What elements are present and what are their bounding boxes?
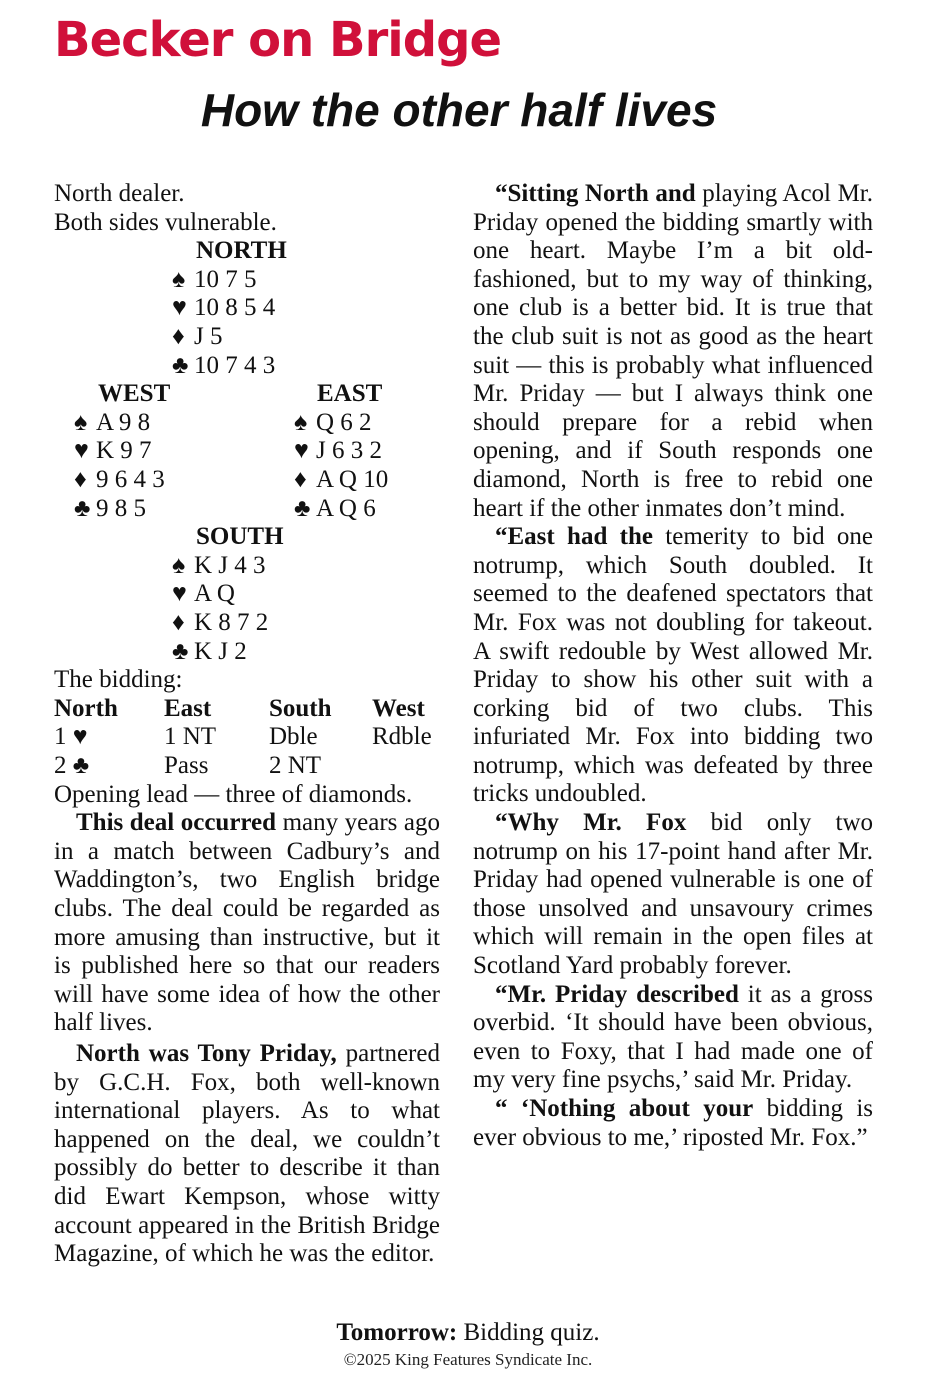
dealer-line: North dealer. [54,180,185,207]
paragraph-text: it as a gross overbid. ‘It should have been obvious, even to Foxy, that I had made one of my very fine psychs,’ said Mr. Priday. [473,980,873,1094]
diamond-icon: ♦ [172,608,185,636]
tomorrow-text: Bidding quiz. [457,1319,600,1346]
paragraph-text: bid only two notrump on his 17-point hand after Mr. Priday had opened vulnerable is one of those unsolved and unsavoury crimes which will remain in the open files at Scotland Yard probably forever. [473,809,873,980]
east-hearts: ♥ J 6 3 2 [294,437,382,465]
right-column [473,180,873,1152]
heart-icon: ♥ [172,580,187,608]
article-paragraph [473,180,873,523]
north-diamonds: ♦ J 5 [172,322,223,350]
diamond-icon: ♦ [74,465,87,493]
bid-cell: 1 NT [164,723,217,751]
paragraph-text: bidding is ever obvious to me,’ riposted Mr. Fox.” [473,1095,874,1151]
bidding-header: South [269,694,332,722]
club-icon: ♣ [172,637,189,665]
tomorrow-line [0,1318,936,1348]
bidding-header-row [54,695,432,724]
bidding-label: The bidding: [54,666,183,694]
paragraph-text: many years ago in a match between Cadbury’s and Waddington’s, two English bridge clubs. The deal could be regarded as more amusing than instructive, but it is published here so that our readers will have some idea of how the other half lives. [54,809,440,1037]
heart-icon: ♥ [172,294,187,322]
east-clubs: ♣ A Q 6 [294,494,376,522]
club-icon: ♣ [172,351,189,379]
east-spades: ♠ Q 6 2 [294,408,372,436]
south-diamonds: ♦ K 8 7 2 [172,608,269,636]
paragraph-lead: “East had the [495,523,653,551]
copyright: ©2025 King Features Syndicate Inc. [343,1350,593,1369]
north-label: NORTH [196,237,287,265]
article-paragraph [473,809,873,981]
north-hearts: ♥ 10 8 5 4 [172,294,276,322]
left-column [54,180,440,1269]
heart-icon: ♥ [294,437,309,465]
spade-icon: ♠ [294,408,308,436]
article-paragraph [54,809,440,1038]
vulnerability-line: Both sides vulnerable. [54,208,277,236]
bid-cell [372,752,432,781]
tomorrow-label: Tomorrow: [336,1319,458,1346]
west-diamonds: ♦ 9 6 4 3 [74,465,165,493]
article-paragraph [473,523,873,809]
spade-icon: ♠ [74,408,88,436]
bidding-table [54,695,432,781]
south-hearts: ♥ A Q [172,580,235,608]
paragraph-lead: “Mr. Priday described [495,980,739,1008]
west-clubs: ♣ 9 8 5 [74,494,146,522]
paragraph-lead: North was Tony Priday, [76,1039,337,1067]
paragraph-lead: This deal occurred [76,809,277,837]
paragraph-lead: “ ‘Nothing about your [495,1095,754,1122]
bidding-header: East [164,694,212,722]
opening-lead: Opening lead — three of diamonds. [54,780,413,808]
west-hearts: ♥ K 9 7 [74,437,152,465]
bid-cell: 1 ♥ [54,723,88,751]
south-spades: ♠ K J 4 3 [172,551,266,579]
paragraph-lead: “Why Mr. Fox [495,809,687,837]
masthead: Becker on Bridge [54,12,502,68]
bidding-header: West [372,694,425,722]
spade-icon: ♠ [172,265,186,293]
bid-cell: Dble [269,723,318,751]
article-paragraph [54,1040,440,1269]
west-label: WEST [98,380,171,408]
bid-cell: Rdble [372,723,432,751]
north-clubs: ♣ 10 7 4 3 [172,351,276,379]
paragraph-text: partnered by G.C.H. Fox, both well-known international players. As to what happened on the deal, we couldn’t possibly do better to describe it than did Ewart Kempson, whose witty account appeared in the British Bridge Magazine, of which he was the editor. [54,1039,440,1268]
deal-diagram [54,237,440,809]
bidding-row [54,723,432,752]
west-spades: ♠ A 9 8 [74,408,151,436]
east-label: EAST [317,380,383,408]
club-icon: ♣ [74,494,91,522]
south-label: SOUTH [196,523,284,551]
article-paragraph [473,1095,873,1152]
north-spades: ♠ 10 7 5 [172,265,257,293]
east-diamonds: ♦ A Q 10 [294,465,389,493]
bid-cell: 2 ♣ [54,751,90,779]
diamond-icon: ♦ [294,465,307,493]
bidding-header: North [54,694,118,722]
paragraph-lead: “Sitting North and [495,180,696,207]
diamond-icon: ♦ [172,322,185,350]
bid-cell: 2 NT [269,751,322,779]
bid-cell: Pass [164,751,209,779]
article-paragraph [473,981,873,1095]
south-clubs: ♣ K J 2 [172,637,247,665]
paragraph-text: playing Acol Mr. Priday opened the bidding smartly with one heart. Maybe I’m a bit old-fashioned, but to my way of thinking, one club is a better bid. It is true that the club suit is not as good as the heart suit — this is probably what influenced Mr. Priday — but I always think one should prepare for a rebid when opening, and if South responds one diamond, North is free to rebid one heart if the other inmates don’t mind. [473,180,873,522]
headline: How the other half lives [200,84,718,136]
club-icon: ♣ [294,494,311,522]
bidding-row [54,752,432,781]
heart-icon: ♥ [74,437,89,465]
spade-icon: ♠ [172,551,186,579]
footer [0,1318,936,1372]
paragraph-text: temerity to bid one notrump, which South doubled. It seemed to the deafened spectators that Mr. Fox was not doubling for takeout. A swift redouble by West allowed Mr. Priday to show his other suit with a corking bid of two clubs. This infuriated Mr. Fox into bidding two notrump, which was defeated by three tricks undoubled. [473,523,873,808]
